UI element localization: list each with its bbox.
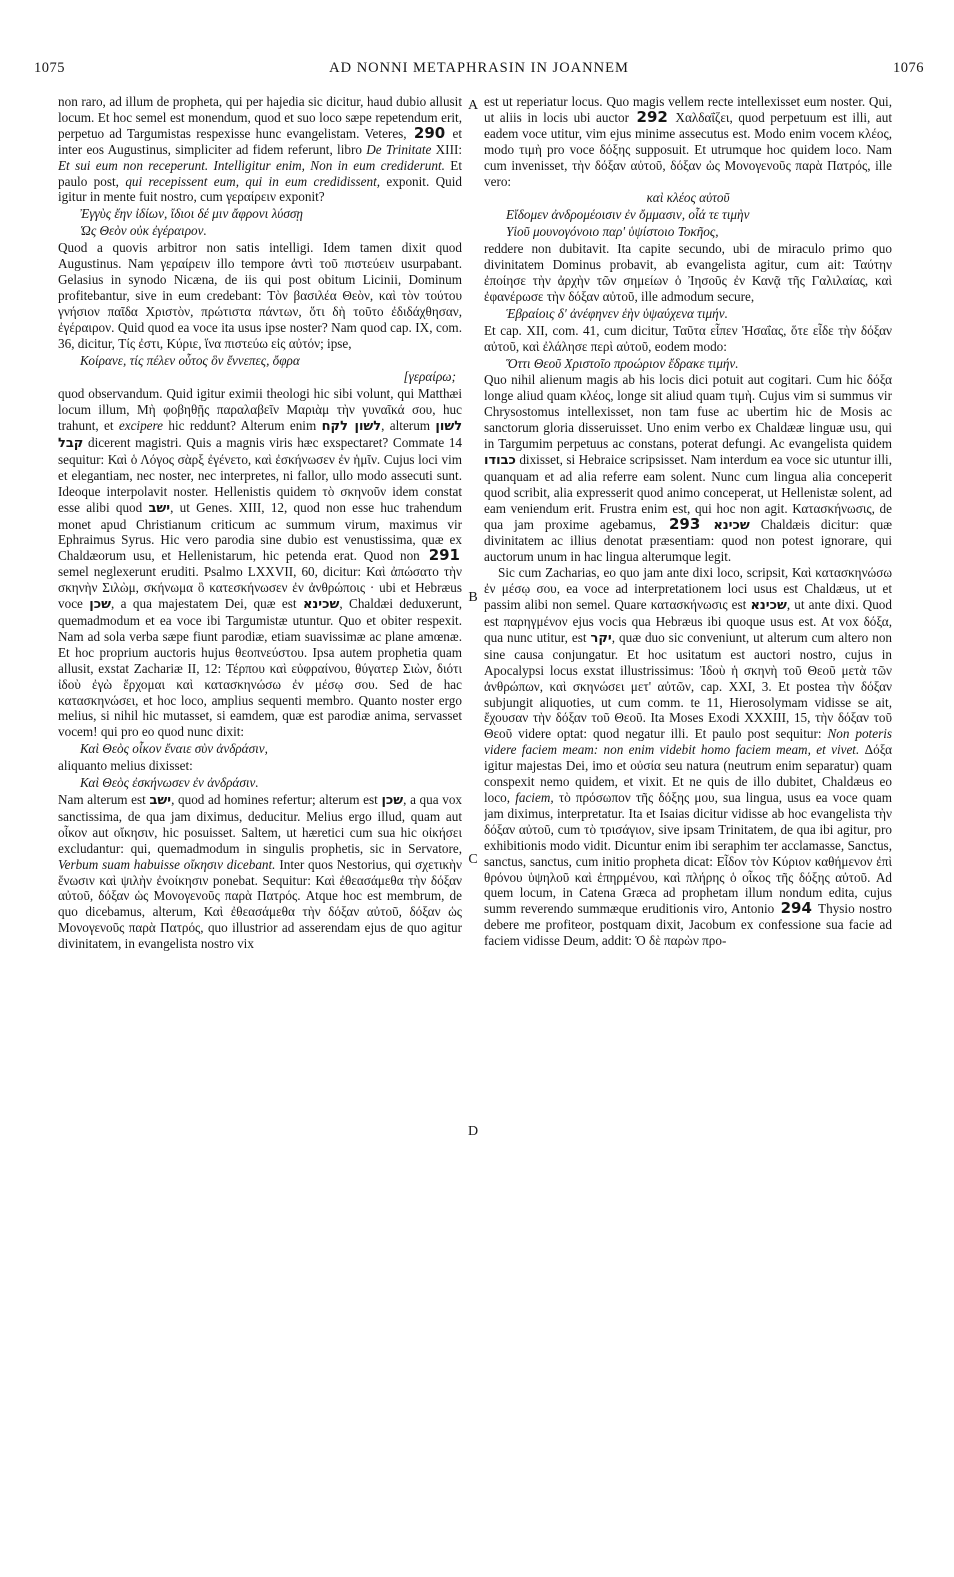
hebrew-word: שכן xyxy=(89,597,111,613)
paragraph: est ut reperiatur locus. Quo magis vellem recte intellexisset eum noster. Qui, ut aliis in locis ubi auctor 292 Χαλδαΐζει, quod perpetuum est illi, aut eadem voce utitur, vim ejus minime assecutus est. Modo enim vocem κλέος, modo τιμὴ pro voce δόξης supposuit. Et utrumque hoc quidem loco. Nam cum invenisset, τὴν δόξαν αὐτοῦ, δόξαν ὡς Μονογενοῦς παρὰ Πατρός, ille vero: xyxy=(484,94,892,189)
hebrew-word: יקר xyxy=(590,630,612,646)
right-column xyxy=(484,94,892,1563)
paragraph: Quo nihil alienum magis ab his locis dici potuit aut cogitari. Cum hic δόξα longe aliud quam κλέος, longe sit aliud quam τιμὴ. Cujus vim si summus vir Chrysostomus intellexisset, non tam fuse ac ubertim hic de Mosis ac sanctorum gloria disseruisset. Uno enim verbo ex Chaldææ linguæ usu, qui in Targumim perpetuus ac constans, poterat defungi. Ac evangelista quidem כבודו dixisset, si Hebraice scripsisset. Nam interdum ea voce sic utuntur illi, quanquam et ad alia referre eam solent. Nunc cum lingua alia conceperit quod scribit, alia expresserit quod animo conceperat, ut Hellenistæ solent, ad eam veniendum erit. Frustra enim est, qui hoc non agit. Κατασκήνωσις, de qua jam proxime agebamus, 293 שכינא Chaldæis dicitur: quæ divinitatem ac illius denotat præsentiam: quod non potest ignorare, qui auctorum unum in hac lingua alterumque legit. xyxy=(484,372,892,565)
page-header xyxy=(34,60,924,86)
verse-quote: Κοίρανε, τίς πέλεν οὗτος ὃν ἔννεπες, ὄφρα xyxy=(80,352,300,368)
left-page-number: 1075 xyxy=(34,60,65,76)
hebrew-word: ישב xyxy=(149,792,172,808)
paragraph: aliquanto melius dixisset: xyxy=(58,758,193,774)
marginal-number-294: 294 xyxy=(780,899,812,918)
left-column xyxy=(58,94,462,1563)
gutter-letter-d: D xyxy=(467,1124,479,1139)
hebrew-word: שכן xyxy=(381,792,404,808)
hebrew-word: שכינא xyxy=(713,517,750,533)
verse-quote: Ὅττι Θεοῦ Χριστοῖο προώριον ἔδρακε τιμήν. xyxy=(506,355,739,371)
gutter-letter-b: B xyxy=(468,590,478,605)
running-title: AD NONNI METAPHRASIN IN JOANNEM xyxy=(329,60,629,76)
verse-quote: Ὡς Θεὸν οὐκ ἐγέραιρον. xyxy=(80,223,207,239)
verse-quote-continuation: [γεραίρω; xyxy=(403,369,456,385)
gutter-letter-c: C xyxy=(468,852,478,867)
paragraph: Nam alterum est ישב, quod ad homines refertur; alterum est שכן, a qua vox sanctissima, de qua jam diximus, deducitur. Melius ergo illud, quam aut οἶκον aut οἴκησιν, hic posuisset. Saltem, ut hæretici cum sua hic οἰκήσει excludantur: qui, quemadmodum in singulis prophetis, sic in Servatore, Verbum suam habuisse οἴκησιν dicebant. Inter quos Nestorius, qui σχετικὴν ἕνωσιν καὶ ψιλὴν ἐνοίκησιν ponebat. Sequitur: Καὶ ἐθεασάμεθα τὴν δόξαν αὐτοῦ, δόξαν ὡς Μονογενοῦς παρὰ Πατρός. Atque hoc est membrum, de quo dicebamus, alterum, Καὶ ἐθεασάμεθα τὴν δόξαν αὐτοῦ, δόξαν ὡς Μονογενοῦς παρὰ Πατρός, quo illustrior ad asserendam ejus de quo agitur divinitatem, in evangelista nostro vix xyxy=(58,791,462,952)
paragraph: Sic cum Zacharias, eo quo jam ante dixi loco, scripsit, Καὶ κατασκηνώσω ἐν μέσῳ σου, ea voce ad interpretationem loci usus est Chaldæus, ut et passim alibi non semel. Quare κατασκήνωσις est שכינא, ut ante dixi. Quod est παρηγμένον ejus vocis qua Hebræus ibi quoque usus est. At vox δόξα, qua nunc utitur, est יקר, quæ duo sic conveniunt, ut alterum cum altero non sine causa conjungatur. Et hoc usitatum est auctori nostro, cujus in Apocalypsi locus exstat illustrissimus: Ἰδοὺ ἡ σκηνὴ τοῦ Θεοῦ μετὰ τῶν ἀνθρώπων, καὶ σκηνώσει μετ' αὐτῶν, cap. XXI, 3. Et postea τὴν δόξαν subjungit aliquoties, ut cum comm. te 11, Hierosolymam vidisse se ait, ἔχουσαν τὴν δόξαν τοῦ Θεοῦ. Ita Moses Exodi XXXIII, 15, τὴν δόξαν τοῦ Θεοῦ videre optat: quod negatur illi. Et paulo post sequitur: Non poteris videre faciem meam: non enim videbit homo faciem meam, et vivet. Δόξα igitur majestas Dei, imo et οὐσία seu natura (neutrum enim separatur) quam conspexit nemo quidem, et vixit. Et ne quis de illo dubitet, Chaldæus eo loco, faciem, τὸ πρόσωπον τῆς δόξης μου, sua lingua, usus ea voce quam jam diximus, interpretatur. Ita et Isaias dicitur vidisse ab hoc evangelista τὴν δόξαν αὐτοῦ, cum τὸ τρισάγιον, sive ipsam Trinitatem, de qua ibi agitur, pro exhibitionis modo vidit. Dicuntur enim ibi seraphim ter acclamasse, Sanctus, sanctus, sanctus, cum initio propheta dicat: Εἶδον τὸν Κύριον καθήμενον ἐπὶ θρόνου ὑψηλοῦ καὶ ἐπηρμένου, καὶ πλήρης ὁ οἶκος τῆς δόξης αὐτοῦ. Ad quem locum, in Catena Græca ad prophetam illum nondum edita, cujus summ reverendo summæque eruditionis viro, Antonio 294 Thysio nostro debere me profiteor, postquam dixit, Jacobum ex confessione sua facie ad faciem vidisse Deum, addit: Ὁ δὲ παρὼν προ- xyxy=(484,565,892,949)
paragraph: Quod a quovis arbitror non satis intelligi. Idem tamen dixit quod Augustinus. Nam γεραίρειν illo tempore ἀντὶ τοῦ πιστεύειν usurpabant. Gelasius in synodo Nicæna, de iis qui post obitum Licinii, Dominum profitebantur, sive in eum credebant: Τὸν βασιλέα Θεὸν, καὶ τὸν τούτου γνήσιον παῖδα Χριστὸν, πρώτιστα πάντων, ὅτι δὴ τοῦτο ἐδιδάχθησαν, ἐγέραιρον. Quid quod ea voce ita usus ipse noster? Nam quod cap. IX, com. 36, dicitur, Τίς ἐστι, Κύριε, ἵνα πιστεύω εἰς αὐτόν; ipse, xyxy=(58,240,462,351)
hebrew-word: שכינא xyxy=(750,598,787,614)
paragraph: non raro, ad illum de propheta, qui per hajedia sic dicitur, haud dubio allusit locum. Et hoc semel est monendum, quod et suo loco sæpe repetendum erit, perpetuo ad Targumistas respexisse hunc evangelistam. Veteres, 290 et inter eos Augustinus, simpliciter ad fidem referunt, libro De Trinitate XIII: Et sui eum non receperunt. Intelligitur enim, Non in eum crediderunt. Et paulo post, qui recepissent eum, qui in eum credidissent, exponit. Quid igitur in mente fuit nostro, cum γεραίρειν exponit? xyxy=(58,94,462,205)
hebrew-word: כבודו xyxy=(484,452,516,468)
hebrew-word: לשון לקח xyxy=(321,419,382,435)
paragraph: quod observandum. Quid igitur eximii theologi hic sibi volunt, qui Matthæi locum illum, Μὴ φοβηθῇς παραλαβεῖν Μαριὰμ τὴν γυναῖκά σου, huc trahunt, et excipere hic reddunt? Alterum enim לשון לקח, alterum לשון קבל dicerent magistri. Quis a magnis viris hæc exspectaret? Commate 14 sequitur: Καὶ ὁ Λόγος σὰρξ ἐγένετο, καὶ ἐσκήνωσεν ἐν ἡμῖν. Cujus loci vim et elegantiam, nec noster, nec interpretes, ni fallor, ullo modo assecuti sunt. Ideoque interpolavit noster. Hellenistis quidem τὸ σκηνοῦν idem constat esse alibi quod ישב, ut Genes. XIII, 12, quod non esse huc trahendum monet apud Christianum criticum ac summum virum, maximus vir Ephraimus Syrus. Hic vero parodia sine dubio est venustissima, quæ ex Chaldæorum usu, et Hellenistarum, hic petenda erat. Quod non 291 semel neglexerunt eruditi. Psalmo LXXVII, 60, dicitur: Καὶ ἀπώσατο τὴν σκηνὴν Σιλὼμ, σκήνωμα ὃ κατεσκήνωσεν ἐν ἀνθρώποις · ubi et Hebræus voce שכן, a qua majestatem Dei, quæ est שכינא, Chaldæi deduxerunt, quemadmodum et ea voce ibi Targumistæ utuntur. Quo et obiter respexit. Nam ad sola verba sæpe fiunt parodiæ, etiam suavissimæ ac plane amœnæ. Et hoc proprium auctoris hujus θεοπνεύστου. Ipsa autem prophetia quam allusit, exstat Zachariæ II, 12: Τέρπου καὶ εὐφραίνου, θύγατερ Σιὼν, διότι ἰδοὺ ἐγὼ ἔρχομαι καὶ κατασκηνώσω ἐν μέσῳ σου. Sed de hac κατασκηνώσει, et hoc loco, amplius sequenti membro. Quanto noster ergo melius, si nihil hic mutasset, si eamdem, quæ est parodiæ anima, servasset vocem! qui pro eo quod nunc dixit: xyxy=(58,386,462,740)
verse-quote: Καὶ Θεὸς οἶκον ἔναιε σὺν ἀνδράσιν, xyxy=(80,741,268,757)
hebrew-word: שכינא xyxy=(302,597,340,613)
paragraph: reddere non dubitavit. Ita capite secundo, ubi de miraculo primo quo divinitatem Dominus probavit, ab evangelista agitur, cum ait: Ταύτην ἐποίησε τὴν ἀρχὴν τῶν σημείων ὁ Ἰησοῦς ἐν Κανᾷ τῆς Γαλιλαίας, καὶ ἐφανέρωσε τὴν δόξαν αὐτοῦ, ille admodum secure, xyxy=(484,241,892,304)
verse-quote: Καὶ Θεὸς ἐσκήνωσεν ἐν ἀνδράσιν. xyxy=(80,775,259,791)
marginal-number-290: 290 xyxy=(413,123,446,142)
verse-quote: Ἑβραίοις δ' ἀνέφηνεν ἑὴν ὑψαύχενα τιμήν. xyxy=(506,305,728,321)
paragraph: Et cap. XII, com. 41, cum dicitur, Ταῦτα εἶπεν Ἡσαΐας, ὅτε εἶδε τὴν δόξαν αὐτοῦ, καὶ ἐλάλησε περὶ αὐτοῦ, eodem modo: xyxy=(484,322,892,354)
marginal-number-293: 293 xyxy=(668,514,701,533)
marginal-number-292: 292 xyxy=(636,107,668,126)
verse-quote: Υἱοῦ μουνογόνοιο παρ' ὑψίστοιο Τοκῆος, xyxy=(506,224,719,240)
verse-quote: Εἴδομεν ἀνδρομέοισιν ἐν ὄμμασιν, οἷά τε τιμὴν xyxy=(506,207,750,223)
verse-quote: Ἐγγὺς ἔην ἰδίων, ἴδιοι δέ μιν ἄφρονι λύσσῃ xyxy=(80,206,303,222)
marginal-number-291: 291 xyxy=(428,546,460,565)
gutter-letter-a: A xyxy=(467,98,479,113)
verse-quote: καὶ κλέος αὐτοῦ xyxy=(646,190,730,206)
right-page-number: 1076 xyxy=(892,60,924,76)
hebrew-word: ישב xyxy=(148,500,171,516)
hebrew-word: לשון קבל xyxy=(58,419,462,452)
